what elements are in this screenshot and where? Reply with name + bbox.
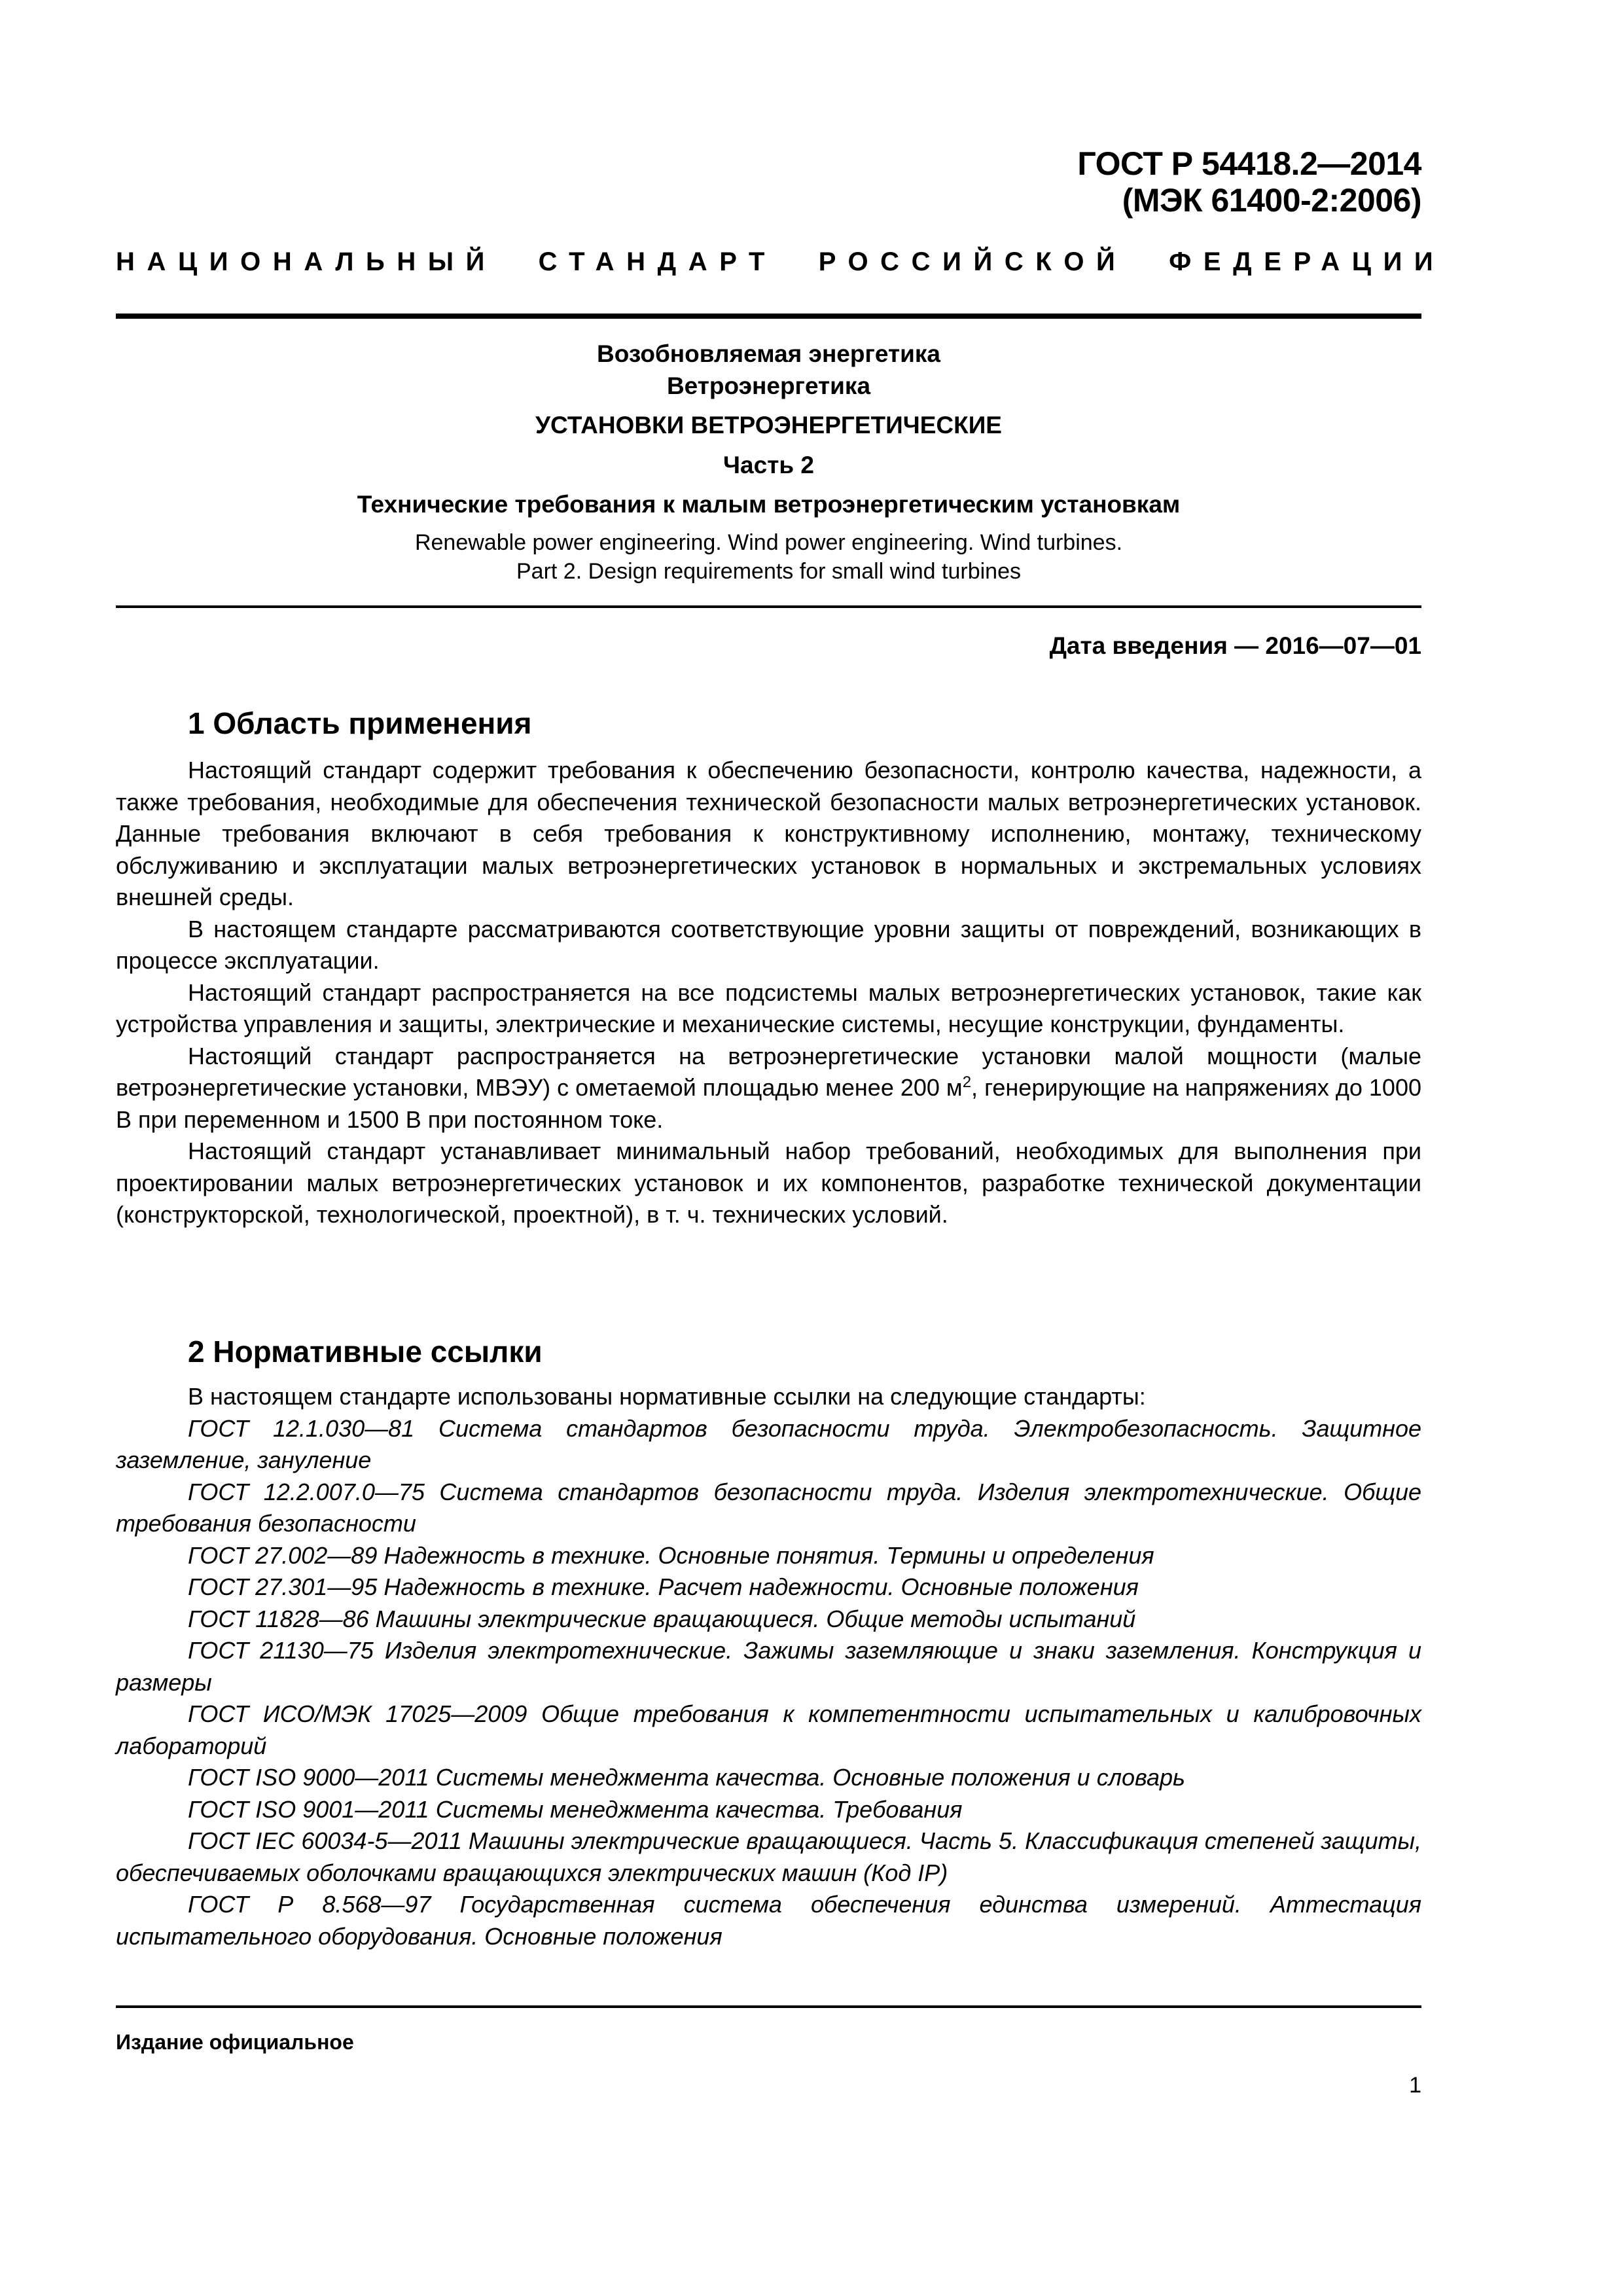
introduction-date: Дата введения — 2016—07—01 — [1049, 632, 1421, 659]
national-standard-title: НАЦИОНАЛЬНЫЙ СТАНДАРТ РОССИЙСКОЙ ФЕДЕРАЦИИ — [116, 247, 1446, 276]
english-title-line-1: Renewable power engineering. Wind power engineering. Wind turbines. — [414, 530, 1123, 555]
reference-item: ГОСТ ISO 9000—2011 Системы менеджмента качества. Основные положения и словарь — [188, 1764, 1185, 1791]
reference-item: ГОСТ ISO 9001—2011 Системы менеджмента качества. Требования — [188, 1795, 963, 1823]
standard-code-block — [1077, 145, 1421, 219]
official-edition-label: Издание официальное — [116, 2030, 354, 2054]
header-rule — [116, 314, 1421, 319]
title-line-3: УСТАНОВКИ ВЕТРОЭНЕРГЕТИЧЕСКИЕ — [535, 412, 1002, 439]
reference-item: ГОСТ 12.2.007.0—75 Система стандартов безопасности труда. Изделия электротехнические. Общие требования безопасности — [116, 1478, 1421, 1537]
paragraph: Настоящий стандарт распространяется на все подсистемы малых ветроэнергетических установок, такие как устройства управления и защиты, электрические и механические системы, несущие конструкции, фундаменты. — [116, 978, 1421, 1037]
page-number: 1 — [1409, 2073, 1421, 2098]
iec-code: (МЭК 61400-2:2006) — [1122, 182, 1421, 219]
section-2-heading: 2 Нормативные ссылки — [188, 1335, 543, 1369]
reference-item: ГОСТ 12.1.030—81 Система стандартов безопасности труда. Электробезопасность. Защитное заземление, зануление — [116, 1414, 1421, 1473]
references-intro: В настоящем стандарте использованы нормативные ссылки на следующие стандарты: — [188, 1383, 1146, 1410]
reference-item: ГОСТ ИСО/МЭК 17025—2009 Общие требования к компетентности испытательных и калибровочных лабораторий — [116, 1700, 1421, 1759]
paragraph: Настоящий стандарт содержит требования к обеспечению безопасности, контролю качества, надежности, а также требования, необходимые для обеспечения технической безопасности малых ветроэнергетических установок. Данные требования включают в себя требования к конструктивному исполнению, монтажу, техническому обслуживанию и эксплуатации малых ветроэнергетических установок в нормальных и экстремальных условиях внешней среды. — [116, 757, 1421, 910]
title-line-1: Возобновляемая энергетика — [597, 340, 940, 367]
title-part: Часть 2 — [723, 452, 814, 478]
title-rule — [116, 605, 1421, 608]
title-subtitle: Технические требования к малым ветроэнергетическим установкам — [357, 491, 1181, 518]
superscript: 2 — [962, 1073, 972, 1091]
reference-item: ГОСТ 27.002—89 Надежность в технике. Основные понятия. Термины и определения — [188, 1541, 1154, 1569]
paragraph: В настоящем стандарте рассматриваются соответствующие уровни защиты от повреждений, возникающих в процессе эксплуатации. — [116, 915, 1421, 974]
reference-item: ГОСТ 11828—86 Машины электрические вращающиеся. Общие методы испытаний — [188, 1605, 1136, 1632]
section-1-body — [116, 755, 1421, 1231]
reference-item: ГОСТ 21130—75 Изделия электротехнические. Зажимы заземляющие и знаки заземления. Конструкция и размеры — [116, 1637, 1421, 1696]
reference-item: ГОСТ IEC 60034-5—2011 Машины электрические вращающиеся. Часть 5. Классификация степеней защиты, обеспечиваемых оболочками вращающихся электрических машин (Код IP) — [116, 1827, 1421, 1886]
gost-code: ГОСТ Р 54418.2—2014 — [1077, 145, 1421, 182]
section-2-body — [116, 1381, 1421, 1952]
paragraph-area-limit: Настоящий стандарт распространяется на ветроэнергетические установки малой мощности (малые ветроэнергетические установки, МВЭУ) с ометаемой площадью менее 200 $м^2$, генерирующие на напряжениях до 1000 В при переменном и 1500 В при постоянном токе. — [116, 1042, 1421, 1133]
footer-rule — [116, 2005, 1421, 2008]
section-1-heading: 1 Область применения — [188, 706, 532, 740]
title-line-2: Ветроэнергетика — [666, 372, 871, 399]
english-title-line-2: Part 2. Design requirements for small wind turbines — [516, 559, 1021, 584]
paragraph: Настоящий стандарт устанавливает минимальный набор требований, необходимых для выполнения при проектировании малых ветроэнергетических установок и их компонентов, разработке технической документации (конструкторской, технологической, проектной), в т. ч. технических условий. — [116, 1138, 1421, 1228]
reference-item: ГОСТ 27.301—95 Надежность в технике. Расчет надежности. Основные положения — [188, 1573, 1139, 1600]
reference-item: ГОСТ Р 8.568—97 Государственная система обеспечения единства измерений. Аттестация испытательного оборудования. Основные положения — [116, 1891, 1421, 1950]
